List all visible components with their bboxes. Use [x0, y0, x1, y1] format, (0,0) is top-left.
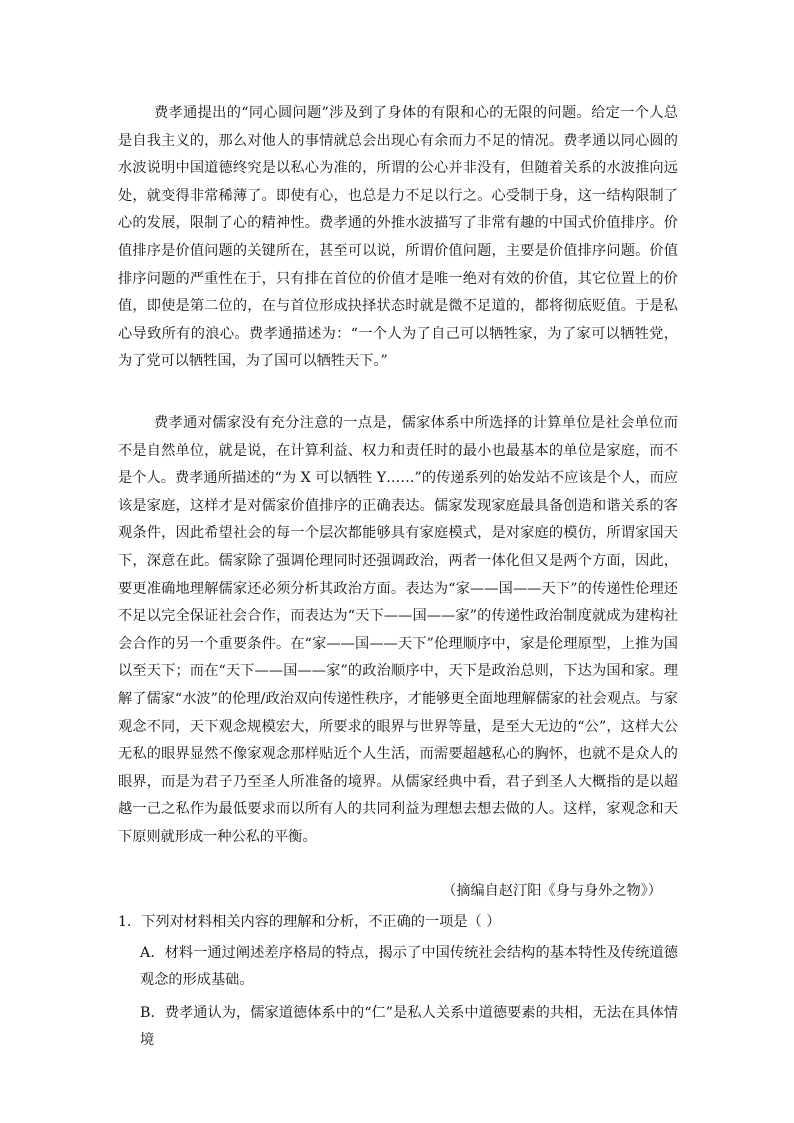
question-1	[118, 909, 678, 1055]
question-option-b: B．费孝通认为，儒家道德体系中的“仁”是私人关系中道德要素的共相，无法在具体情境	[140, 1004, 678, 1049]
question-option-a: A．材料一通过阐述差序格局的特点，揭示了中国传统社会结构的基本特性及传统道德观念的形成基础。	[140, 944, 678, 989]
article-source: （摘编自赵汀阳《身与身外之物》）	[442, 883, 662, 899]
article-paragraph-2: 费孝通对儒家没有充分注意的一点是，儒家体系中所选择的计算单位是社会单位而不是自然单位，就是说，在计算利益、权力和责任时的最小也最基本的单位是家庭，而不是个人。费孝通所描述的“为 X 可以牺牲 Y……”的传递系列的始发站不应该是个人，而应该是家庭，这样才是对儒家价值排序的正确表达。儒家发现家庭最具备创造和谐关系的客观条件，因此希望社会的每一个层次都能够具有家庭模式，是对家庭的模仿，所谓家国天下，深意在此。儒家除了强调伦理同时还强调政治，两者一体化但又是两个方面，因此，要更准确地理解儒家还必须分析其政治方面。表达为“家——国——天下”的传递性伦理还不足以完全保证社会合作，而表达为“天下——国——家”的传递性政治制度就成为建构社会合作的另一个重要条件。在“家——国——天下”伦理顺序中，家是伦理原型，上推为国以至天下；而在“天下——国——家”的政治顺序中，天下是政治总则，下达为国和家。理解了儒家“水波”的伦理/政治双向传递性秩序，才能够更全面地理解儒家的社会观点。与家观念不同，天下观念规模宏大，所要求的眼界与世界等量，是至大无边的“公”，这样大公无私的眼界显然不像家观念那样贴近个人生活，而需要超越私心的胸怀，也就不是众人的眼界，而是为君子乃至圣人所准备的境界。从儒家经典中看，君子到圣人大概指的是以超越一己之私作为最低要求而以所有人的共同利益为理想去想去做的人。这样，家观念和天下原则就形成一种公私的平衡。	[118, 415, 678, 845]
question-stem: 1．下列对材料相关内容的理解和分析，不正确的一项是（ ）	[118, 914, 501, 930]
article-paragraph-1: 费孝通提出的“同心圆问题”涉及到了身体的有限和心的无限的问题。给定一个人总是自我主义的，那么对他人的事情就总会出现心有余而力不足的情况。费孝通以同心圆的水波说明中国道德终究是以私心为准的，所谓的公心并非没有，但随着关系的水波推向远处，就变得非常稀薄了。即使有心，也总是力不足以行之。心受制于身，这一结构限制了心的发展，限制了心的精神性。费孝通的外推水波描写了非常有趣的中国式价值排序。价值排序是价值问题的关键所在，甚至可以说，所谓价值问题，主要是价值排序问题。价值排序问题的严重性在于，只有排在首位的价值才是唯一绝对有效的价值，其它位置上的价值，即使是第二位的，在与首位形成抉择状态时就是微不足道的，都将彻底贬值。于是私心导致所有的浪心。费孝通描述为：“一个人为了自己可以牺牲家，为了家可以牺牲党，为了党可以牺牲国，为了国可以牺牲天下。”	[118, 105, 678, 370]
